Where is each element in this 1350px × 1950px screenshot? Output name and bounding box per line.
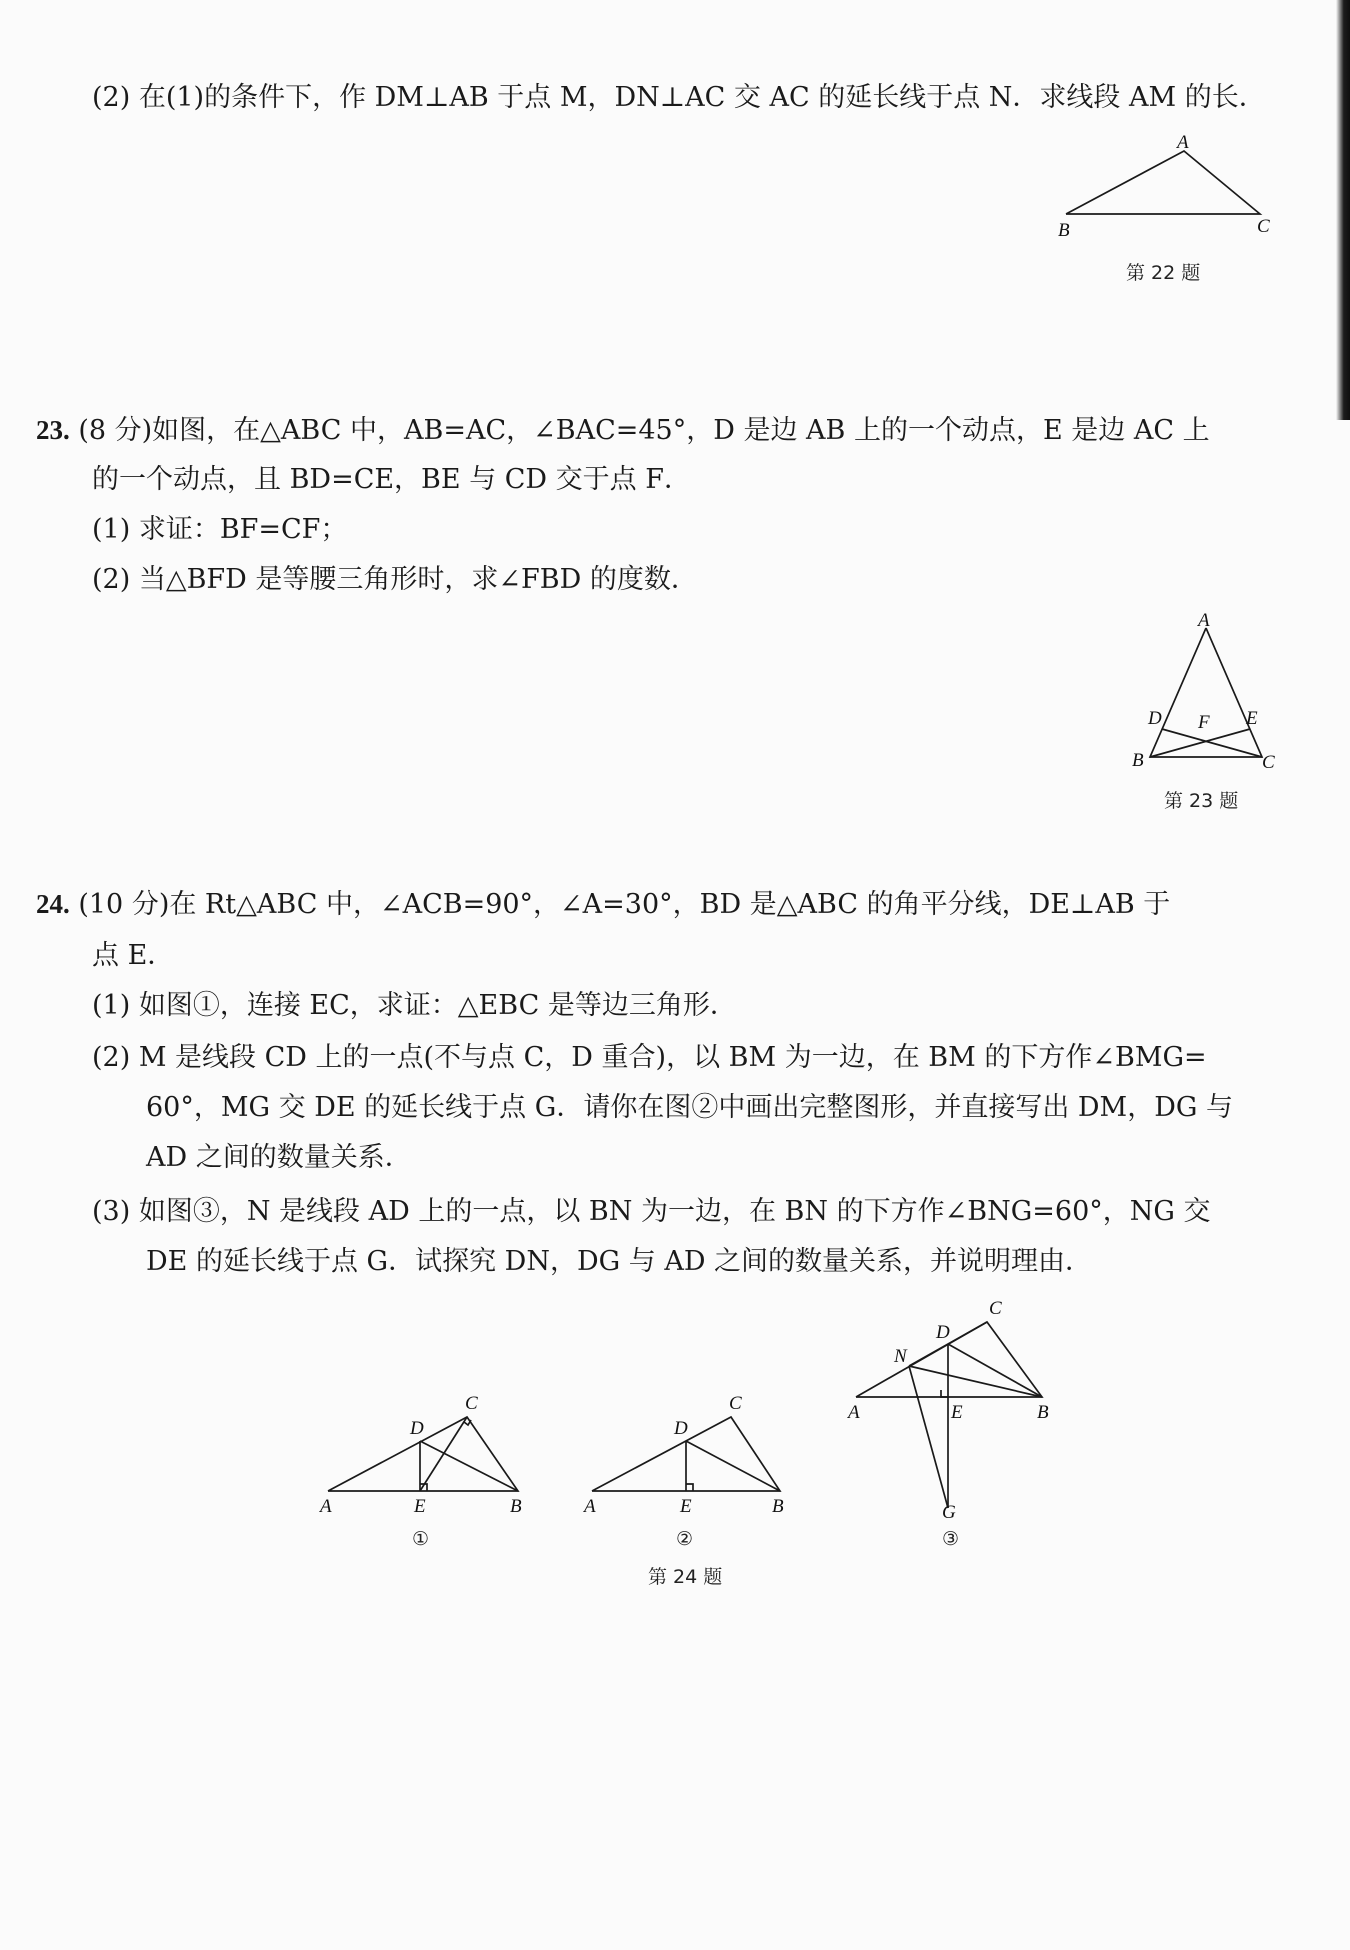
fig24-2-label-D: D	[674, 1418, 688, 1439]
fig24-3-label-B: B	[1037, 1402, 1049, 1423]
q23-number: 23.	[36, 415, 70, 445]
fig24-1-label-A: A	[320, 1496, 332, 1517]
fig23-label-E: E	[1246, 708, 1258, 729]
q24-part2-line2: 60°，MG 交 DE 的延长线于点 G．请你在图②中画出完整图形，并直接写出 DM，DG 与	[146, 1092, 1233, 1123]
fig24-1-label-C: C	[465, 1393, 478, 1414]
fig23-caption: 第 23 题	[1164, 790, 1239, 812]
fig24-1-label-D: D	[410, 1418, 424, 1439]
q23-line2: 的一个动点，且 BD=CE，BE 与 CD 交于点 F．	[92, 464, 691, 495]
q24-part3-line2: DE 的延长线于点 G．试探究 DN，DG 与 AD 之间的数量关系，并说明理由．	[146, 1246, 1093, 1277]
q22-part2: (2) 在(1)的条件下，作 DM⊥AB 于点 M，DN⊥AC 交 AC 的延长线于点 N．求线段 AM 的长．	[92, 82, 1266, 113]
q24-part3-line1: (3) 如图③，N 是线段 AD 上的一点，以 BN 为一边，在 BN 的下方作∠BNG=60°，NG 交	[92, 1196, 1211, 1227]
fig24-2-label-B: B	[772, 1496, 784, 1517]
q24-line2: 点 E．	[92, 940, 175, 971]
fig24-3-label-G: G	[942, 1502, 956, 1523]
fig23-label-B: B	[1132, 750, 1144, 771]
fig23-label-D: D	[1148, 708, 1162, 729]
fig24-1-caption: ①	[412, 1528, 430, 1550]
fig24-3-label-A: A	[848, 1402, 860, 1423]
q24-part1: (1) 如图①，连接 EC，求证：△EBC 是等边三角形．	[92, 990, 737, 1021]
q23-stem-line1: (8 分)如图，在△ABC 中，AB=AC，∠BAC=45°，D 是边 AB 上的一个动点，E 是边 AC 上	[78, 415, 1210, 446]
fig24-2-label-E: E	[680, 1496, 692, 1517]
fig23-label-C: C	[1262, 752, 1275, 773]
q23-part2: (2) 当△BFD 是等腰三角形时，求∠FBD 的度数．	[92, 564, 698, 595]
q24-number: 24.	[36, 889, 70, 919]
fig22-label-B: B	[1058, 220, 1070, 241]
fig24-3-label-C: C	[989, 1298, 1002, 1319]
fig22-label-C: C	[1257, 216, 1270, 237]
fig24-2-label-A: A	[584, 1496, 596, 1517]
fig23-label-A: A	[1198, 610, 1210, 631]
fig24-1-label-B: B	[510, 1496, 522, 1517]
q24-part2-line3: AD 之间的数量关系．	[146, 1142, 412, 1173]
fig23-label-F: F	[1198, 712, 1210, 733]
fig22-label-A: A	[1177, 132, 1189, 153]
q23-part1: (1) 求证：BF=CF；	[92, 514, 348, 545]
q24-stem-line1: (10 分)在 Rt△ABC 中，∠ACB=90°，∠A=30°，BD 是△ABC 的角平分线，DE⊥AB 于	[78, 889, 1171, 920]
fig24-3-label-N: N	[894, 1346, 907, 1367]
fig24-3-label-E: E	[951, 1402, 963, 1423]
fig24-1-label-E: E	[414, 1496, 426, 1517]
q24-part2-line1: (2) M 是线段 CD 上的一点(不与点 C，D 重合)，以 BM 为一边，在 BM 的下方作∠BMG=	[92, 1042, 1207, 1073]
fig24-caption: 第 24 题	[648, 1566, 723, 1588]
fig22-caption: 第 22 题	[1126, 262, 1201, 284]
fig24-3-caption: ③	[942, 1528, 960, 1550]
fig24-2-label-C: C	[729, 1393, 742, 1414]
fig24-3-label-D: D	[936, 1322, 950, 1343]
fig24-2-caption: ②	[676, 1528, 694, 1550]
